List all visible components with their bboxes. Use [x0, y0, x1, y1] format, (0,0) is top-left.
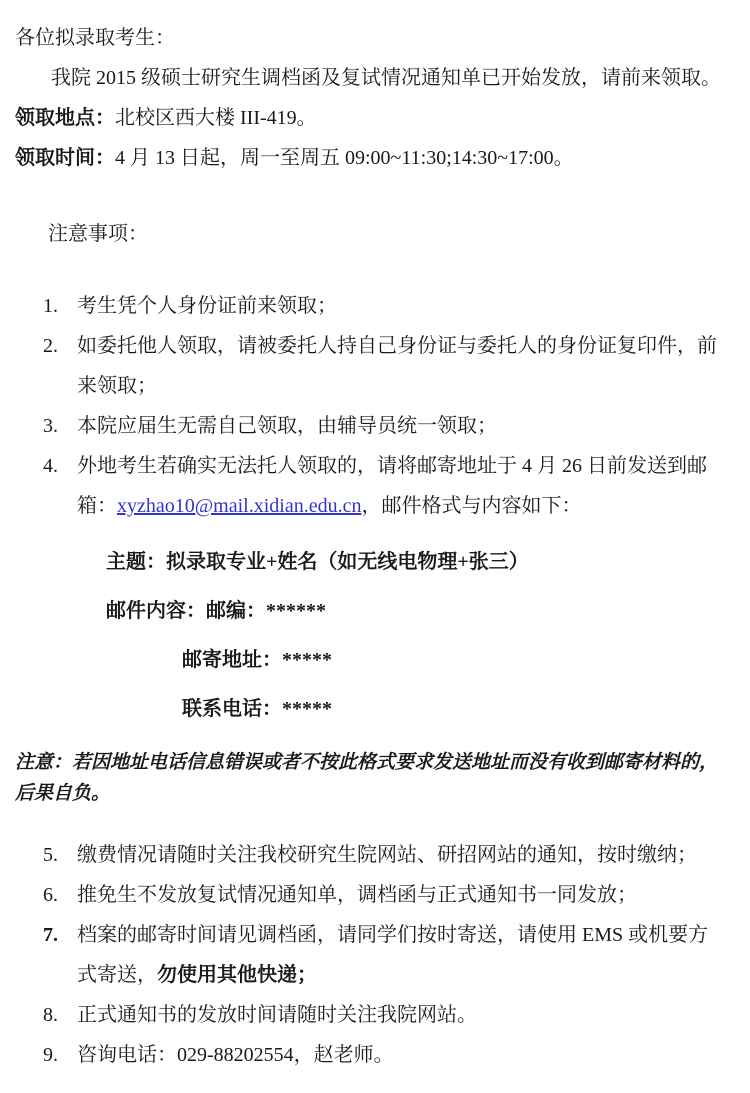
list-item-4	[15, 446, 726, 526]
list-item-2	[15, 326, 726, 406]
notes-list-2	[15, 835, 726, 1075]
item-text-after-link: ，邮件格式与内容如下：	[361, 495, 582, 517]
list-item-1	[15, 286, 726, 326]
list-item-7	[15, 915, 726, 995]
email-content-line: 邮件内容：邮编：******	[106, 600, 326, 622]
pickup-time-label: 领取时间：	[15, 147, 115, 169]
salutation: 各位拟录取考生：	[15, 27, 175, 49]
item-number: 9.	[43, 1044, 58, 1066]
pickup-location-line	[15, 98, 726, 138]
list-item-9	[15, 1035, 726, 1075]
list-item-6	[15, 875, 726, 915]
pickup-location-value: 北校区西大楼 III-419。	[115, 107, 317, 129]
item-text: 本院应届生无需自己领取，由辅导员统一领取；	[77, 415, 497, 437]
item-text	[77, 924, 708, 986]
list-item-3	[15, 406, 726, 446]
item-text-before-link: 外地考生若确实无法托人领取的，请将邮寄地址于 4 月 26 日前发送到邮箱：	[77, 455, 707, 517]
notes-list-1	[15, 286, 726, 526]
item-number: 7.	[43, 924, 58, 946]
item-text: 推免生不发放复试情况通知单，调档函与正式通知书一同发放；	[77, 884, 637, 906]
item-text: 考生凭个人身份证前来领取；	[77, 295, 337, 317]
email-format-block	[15, 542, 726, 729]
item-text: 如委托他人领取，请被委托人持自己身份证与委托人的身份证复印件，前来领取；	[77, 335, 717, 397]
item-text: 正式通知书的发放时间请随时关注我院网站。	[77, 1004, 477, 1026]
email-address-line: 邮寄地址：*****	[182, 649, 332, 671]
item-number: 2.	[43, 335, 58, 357]
intro-paragraph: 我院 2015 级硕士研究生调档函及复试情况通知单已开始发放，请前来领取。	[51, 67, 721, 89]
item-text: 缴费情况请随时关注我校研究生院网站、研招网站的通知，按时缴纳；	[77, 844, 697, 866]
item-number: 5.	[43, 844, 58, 866]
item-number: 8.	[43, 1004, 58, 1026]
warning-text: 注意：若因地址电话信息错误或者不按此格式要求发送地址而没有收到邮寄材料的，后果自负。	[15, 752, 719, 804]
item-number: 4.	[43, 455, 58, 477]
pickup-time-value: 4 月 13 日起，周一至周五 09:00~11:30;14:30~17:00。	[115, 147, 574, 169]
item-text	[77, 455, 707, 517]
email-link[interactable]: xyzhao10@mail.xidian.edu.cn	[117, 495, 362, 517]
item-text: 咨询电话：029-88202554，赵老师。	[77, 1044, 394, 1066]
item-number: 3.	[43, 415, 58, 437]
email-subject-line: 主题：拟录取专业+姓名（如无线电物理+张三）	[106, 551, 529, 573]
list-item-5	[15, 835, 726, 875]
item-text-bold: 勿使用其他快递；	[157, 964, 317, 986]
email-phone-line: 联系电话：*****	[182, 698, 332, 720]
list-item-8	[15, 995, 726, 1035]
pickup-time-line	[15, 138, 726, 178]
item-text-regular: 档案的邮寄时间请见调档函，请同学们按时寄送，请使用 EMS 或机要方式寄送，	[77, 924, 709, 986]
item-number: 1.	[43, 295, 58, 317]
notes-title: 注意事项：	[48, 223, 148, 245]
pickup-location-label: 领取地点：	[15, 107, 115, 129]
item-number: 6.	[43, 884, 58, 906]
